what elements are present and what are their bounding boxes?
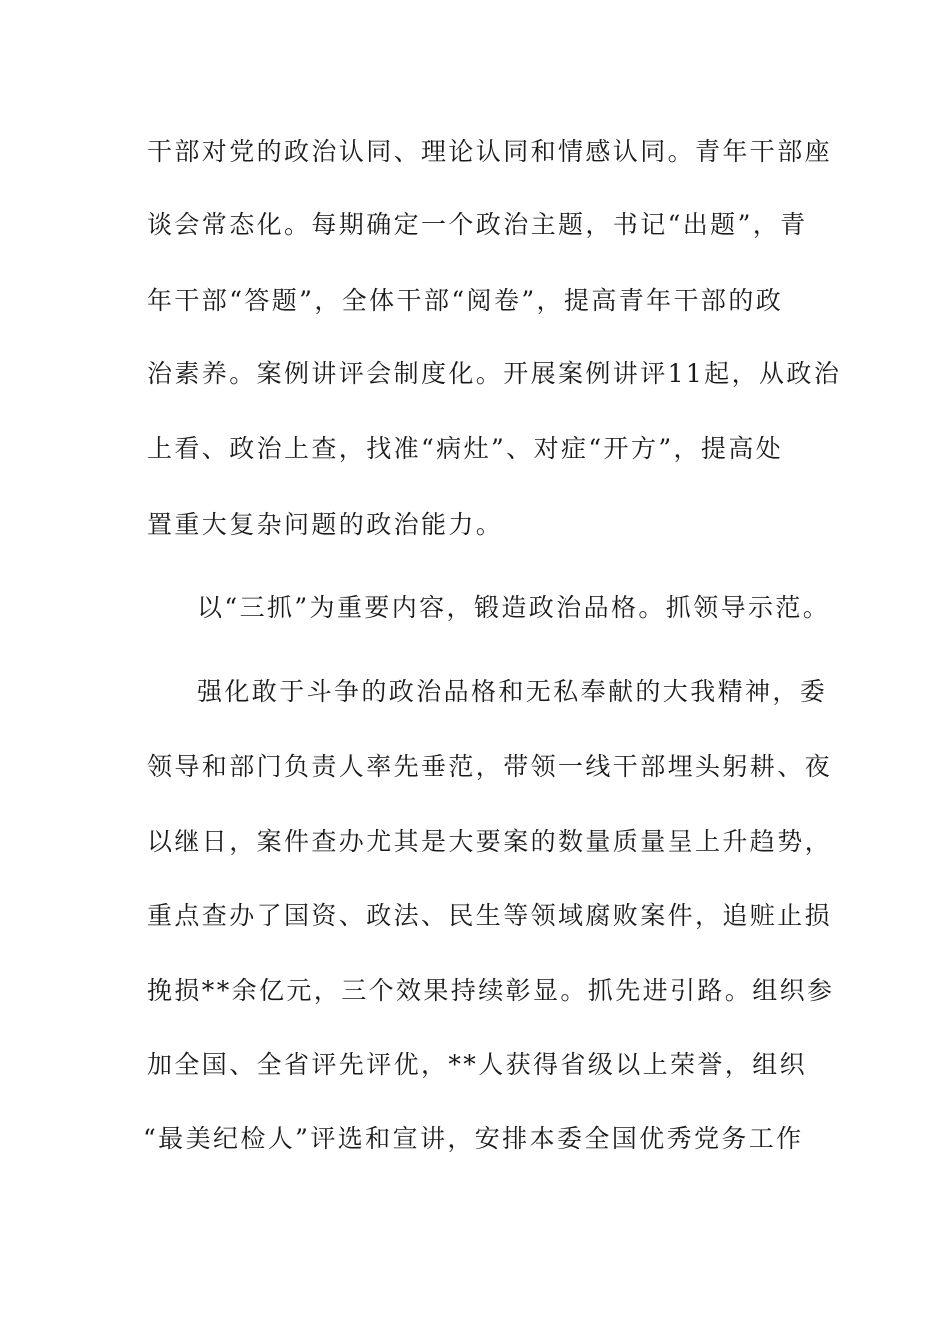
text-line-2: 谈会常态化。每期确定一个政治主题，书记“出题”，青 bbox=[147, 210, 808, 239]
text-line-12: 挽损**余亿元，三个效果持续彰显。抓先进引路。组织参 bbox=[147, 976, 835, 1005]
text-line-4: 治素养。案例讲评会制度化。开展案例讲评11起，从政治 bbox=[147, 359, 842, 388]
paragraph-heading-line: 以“三抓”为重要内容，锻造政治品格。抓领导示范。 bbox=[197, 593, 831, 622]
text-line-3: 年干部“答题”，全体干部“阅卷”，提高青年干部的政 bbox=[147, 286, 784, 315]
text-line-13: 加全国、全省评先评优，**人获得省级以上荣誉，组织 bbox=[147, 1050, 808, 1079]
text-line-5: 上看、政治上查，找准“病灶”、对症“开方”，提高处 bbox=[147, 434, 784, 463]
text-line-11: 重点查办了国资、政法、民生等领域腐败案件，追赃止损 bbox=[147, 901, 833, 930]
text-line-6: 置重大复杂问题的政治能力。 bbox=[147, 510, 504, 539]
text-line-9: 领导和部门负责人率先垂范，带领一线干部埋头躬耕、夜 bbox=[147, 752, 833, 781]
text-line-14: “最美纪检人”评选和宣讲，安排本委全国优秀党务工作 bbox=[143, 1124, 804, 1153]
text-line-1: 干部对党的政治认同、理论认同和情感认同。青年干部座 bbox=[147, 137, 833, 166]
text-line-10: 以继日，案件查办尤其是大要案的数量质量呈上升趋势， bbox=[147, 827, 833, 856]
text-line-8: 强化敢于斗争的政治品格和无私奉献的大我精神，委 bbox=[197, 677, 828, 706]
